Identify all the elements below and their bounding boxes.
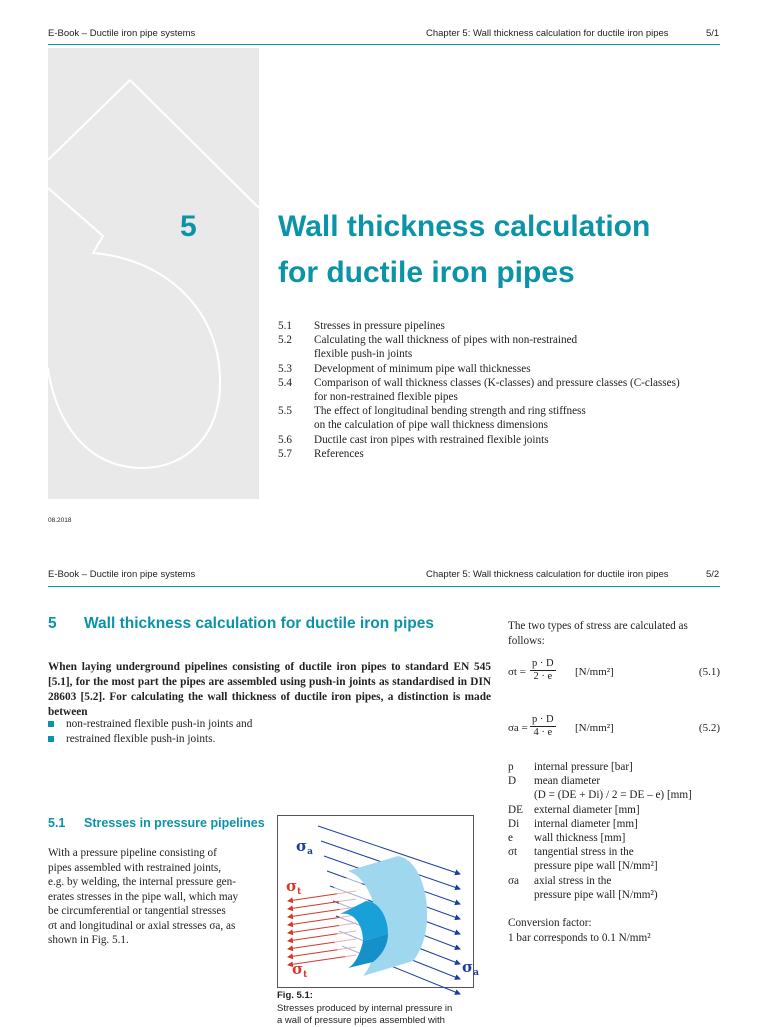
page1-header-left: E-Book – Ductile iron pipe systems [48, 28, 196, 39]
chapter-title-line1: Wall thickness calculation [278, 210, 651, 243]
chapter-cover-panel [48, 48, 259, 499]
toc-item-number: 5.2 [278, 334, 292, 347]
intro-paragraph: When laying underground pipelines consisting of ductile iron pipes to standard EN 545 [5.1], for the most part the pipes are assembled using push-in joints as standardised in DIN 28603 [5.2]. For calculating the wall thickness of ductile iron pipes, a distinction is made between [48, 661, 491, 718]
figure-caption: Stresses produced by internal pressure in a wall of pressure pipes assembled with [277, 1003, 453, 1026]
page2-page-number: 5/2 [706, 569, 720, 580]
page1-header-right: Chapter 5: Wall thickness calculation for ductile iron pipes [426, 28, 669, 39]
legend-description: wall thickness [mm] [534, 832, 626, 845]
bullet-item: non-restrained flexible push-in joints and [48, 717, 488, 732]
toc-item-number: 5.5 [278, 405, 292, 418]
bullet-item: restrained flexible push-in joints. [48, 732, 488, 747]
legend-description: mean diameter (D = (DE + Di) / 2 = DE – e) [mm] [534, 775, 692, 802]
page2-header-left: E-Book – Ductile iron pipe systems [48, 569, 196, 580]
legend-description: internal diameter [mm] [534, 817, 638, 830]
toc-item [278, 433, 728, 447]
legend-item [508, 874, 723, 902]
legend-symbol: p [508, 761, 514, 773]
toc-item [278, 447, 728, 461]
toc-item-title: Ductile cast iron pipes with restrained flexible joints [314, 433, 549, 446]
bullet-square-icon [48, 721, 54, 727]
page1-date: 08.2018 [48, 517, 72, 524]
chapter-number: 5 [180, 210, 197, 243]
toc-item-number: 5.6 [278, 433, 292, 446]
table-of-contents [278, 319, 728, 461]
toc-item-title: The effect of longitudinal bending strength and ring stiffness on the calculation of pipe wall thickness dimensions [314, 405, 586, 432]
toc-item-number: 5.7 [278, 447, 292, 460]
legend-symbol: σa [508, 874, 519, 887]
section-number: 5 [48, 615, 57, 632]
toc-item [278, 333, 728, 361]
page1-header-rule [48, 44, 720, 45]
formula-5-1: σt = $\frac{p \cdot D}{2 \cdot e}$ [N/mm²] (5.1) [508, 658, 720, 682]
toc-item [278, 404, 728, 432]
page2-header-rule [48, 586, 720, 587]
figure-5-1 [277, 815, 479, 988]
legend-item [508, 774, 723, 802]
legend-item [508, 845, 723, 873]
legend-symbol: σt [508, 846, 518, 859]
toc-item-title: Comparison of wall thickness classes (K-classes) and pressure classes (C-classes) for non-restrained flexible pipes [314, 376, 680, 404]
sigma-t-label: $\sigma_t$ [292, 960, 308, 980]
toc-item-title: Stresses in pressure pipelines [314, 320, 445, 332]
toc-item-number: 5.1 [278, 320, 292, 332]
legend-item [508, 803, 723, 817]
legend-item [508, 817, 723, 831]
toc-item-number: 5.3 [278, 362, 292, 375]
bullet-square-icon [48, 736, 54, 742]
legend-symbol: e [508, 832, 513, 845]
toc-item-title: Calculating the wall thickness of pipes with non-restrained flexible push-in joints [314, 334, 578, 361]
chapter-title-line2: for ductile iron pipes [278, 256, 575, 289]
bullet-list [48, 717, 488, 746]
legend-item [508, 760, 723, 774]
sigma-t-label: $\sigma_t$ [286, 877, 302, 897]
section-heading: Wall thickness calculation for ductile iron pipes [84, 615, 434, 632]
pipe-stress-illustration [278, 816, 479, 987]
legend-symbol: DE [508, 803, 523, 816]
stress-paragraph: With a pressure pipeline consisting of pipes assembled with restrained joints, e.g. by welding, the internal pressure gen- erates stresses in the pipe wall, which may be circumferential or tangential stresses σt and longitudinal or axial stresses σa, as shown in Fig. 5.1. [48, 847, 239, 946]
subsection-number: 5.1 [48, 816, 66, 830]
legend-symbol: Di [508, 817, 520, 830]
toc-item-number: 5.4 [278, 376, 292, 389]
page1-page-number: 5/1 [706, 28, 720, 39]
legend-symbol: D [508, 775, 517, 788]
formula-5-2: σa = $\frac{p \cdot D}{4 \cdot e}$ [N/mm²] (5.2) [508, 714, 720, 738]
sigma-a-label: $\sigma_a$ [296, 837, 313, 857]
toc-item [278, 362, 728, 376]
conversion-factor: Conversion factor: 1 bar corresponds to 0.1 N/mm² [508, 917, 651, 944]
legend-description: axial stress in the pressure pipe wall [N/mm²) [534, 874, 658, 901]
toc-item [278, 376, 728, 404]
figure-label: Fig. 5.1: [277, 990, 313, 1001]
formula-intro: The two types of stress are calculated as follows: [508, 620, 688, 647]
toc-item-title: Development of minimum pipe wall thicknesses [314, 362, 531, 375]
legend-description: tangential stress in the pressure pipe wall [N/mm²] [534, 846, 658, 873]
symbol-legend [508, 760, 723, 902]
legend-description: internal pressure [bar] [534, 761, 633, 773]
decorative-pipe-outline-icon [48, 48, 259, 499]
sigma-a-label: $\sigma_a$ [462, 958, 479, 978]
toc-item [278, 319, 728, 333]
toc-item-title: References [314, 447, 364, 460]
legend-description: external diameter [mm] [534, 803, 640, 816]
subsection-heading: Stresses in pressure pipelines [84, 816, 265, 830]
legend-item [508, 831, 723, 845]
page2-header-right: Chapter 5: Wall thickness calculation for ductile iron pipes [426, 569, 669, 580]
